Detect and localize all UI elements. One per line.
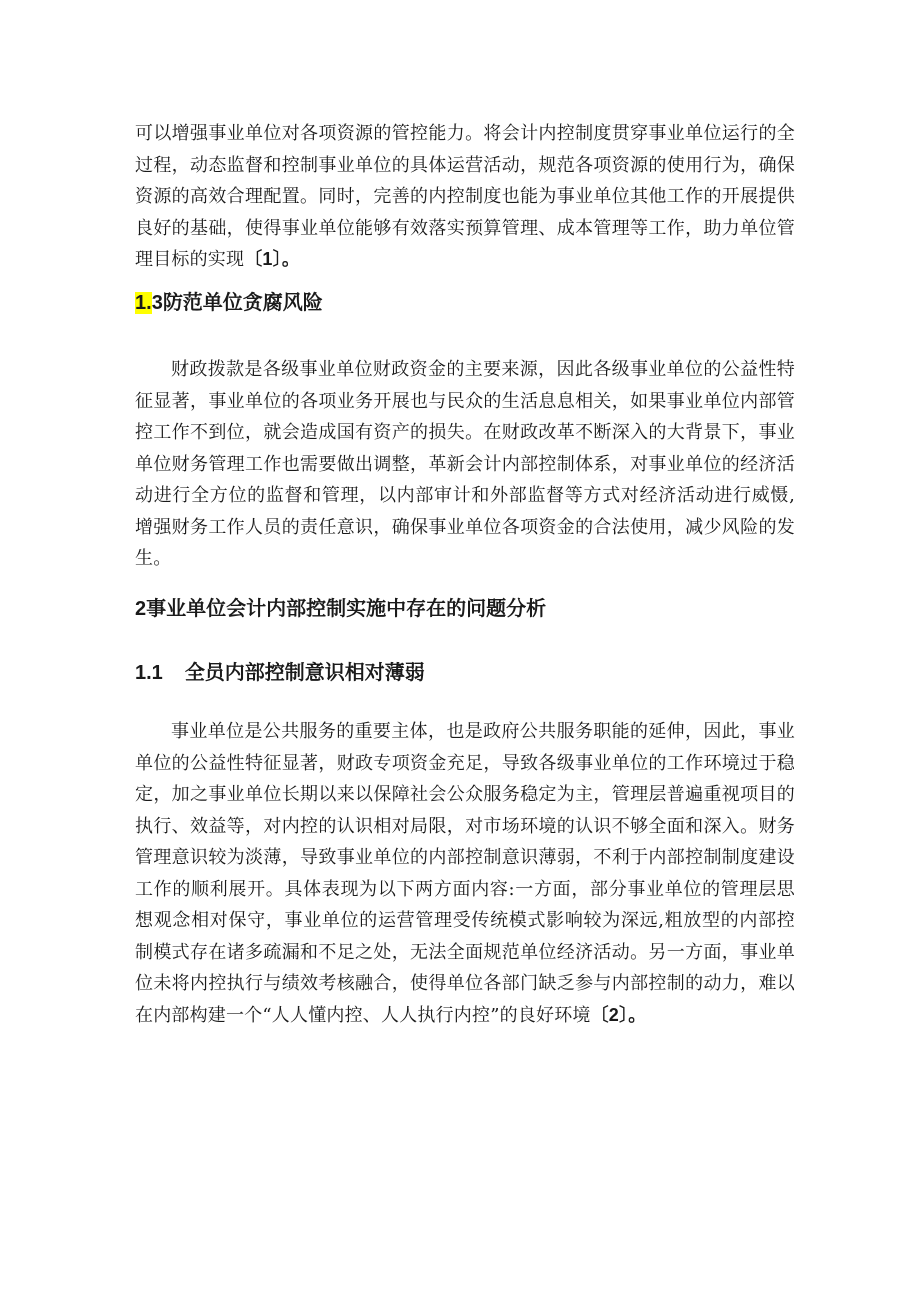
- section-number-rest: 3: [151, 292, 163, 314]
- paragraph-2-1: [135, 716, 795, 1031]
- paragraph-1-3: 财政拨款是各级事业单位财政资金的主要来源，因此各级事业单位的公益性特征显著，事业单位的各项业务开展也与民众的生活息息相关，如果事业单位内部管控工作不到位，就会造成国有资产的损失。在财政改革不断深入的大背景下，事业单位财务管理工作也需要做出调整，革新会计内部控制体系，对事业单位的经济活动进行全方位的监督和管理，以内部审计和外部监督等方式对经济活动进行威慑,增强财务工作人员的责任意识，确保事业单位各项资金的合法使用，减少风险的发生。: [135, 359, 795, 569]
- paragraph-2-1-text: 事业单位是公共服务的重要主体，也是政府公共服务职能的延伸，因此，事业单位的公益性特征显著，财政专项资金充足，导致各级事业单位的工作环境过于稳定，加之事业单位长期以来以保障社会公众服务稳定为主，管理层普遍重视项目的执行、效益等，对内控的认识相对局限，对市场环境的认识不够全面和深入。财务管理意识较为淡薄，导致事业单位的内部控制意识薄弱，不利于内部控制制度建设工作的顺利展开。具体表现为以下两方面内容:一方面，部分事业单位的管理层思想观念相对保守，事业单位的运营管理受传统模式影响较为深远,粗放型的内部控制模式存在诸多疏漏和不足之处，无法全面规范单位经济活动。另一方面，事业单位未将内控执行与绩效考核融合，使得单位各部门缺乏参与内部控制的动力，难以在内部构建一个“人人懂内控、人人执行内控”的良好环境: [135, 721, 795, 1026]
- section-title: 全员内部控制意识相对薄弱: [184, 660, 425, 684]
- section-number: 1.1: [135, 662, 163, 684]
- paragraph-intro-text: 可以增强事业单位对各项资源的管控能力。将会计内控制度贯穿事业单位运行的全过程，动态监督和控制事业单位的具体运营活动，规范各项资源的使用行为，确保资源的高效合理配置。同时，完善的内控制度也能为事业单位其他工作的开展提供良好的基础，使得事业单位能够有效落实预算管理、成本管理等工作，助力单位管理目标的实现: [135, 123, 795, 270]
- section-number-highlight: 1.: [135, 292, 152, 314]
- section-number: 2: [135, 598, 147, 620]
- section-title: 防范单位贪腐风险: [162, 290, 323, 314]
- paragraph-intro: [135, 118, 795, 276]
- section-heading-1-3: [135, 288, 323, 317]
- citation-1: 〔1〕。: [244, 249, 301, 269]
- section-heading-2-1: [135, 658, 425, 687]
- section-title: 事业单位会计内部控制实施中存在的问题分析: [146, 596, 547, 620]
- section-heading-2: [135, 594, 546, 623]
- citation-2: 〔2〕。: [590, 1004, 647, 1025]
